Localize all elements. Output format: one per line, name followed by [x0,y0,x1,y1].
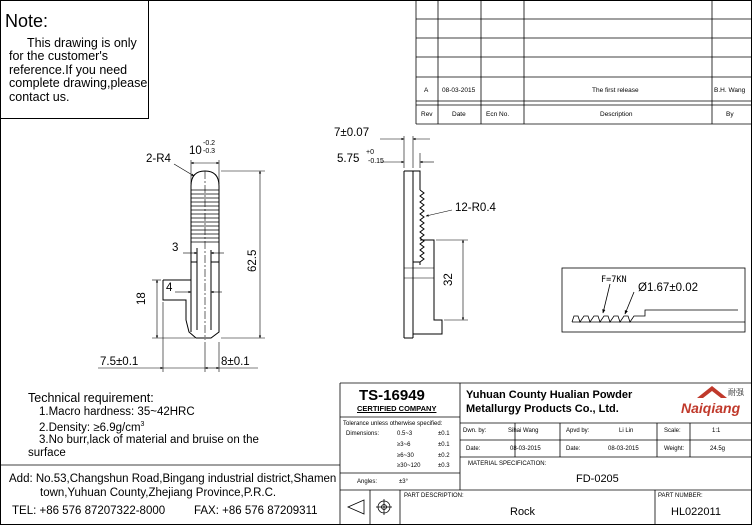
description-header: Description [600,111,633,118]
dim-4-label: 4 [166,282,173,294]
part-no-value: HL022011 [671,506,721,518]
rev-description-cell: The first release [592,87,639,94]
tech-item-2 [39,419,259,435]
date-label: Date: [466,446,481,452]
apvd-by: Li Lin [619,428,634,434]
dimensions-label: Dimensions: [346,431,380,437]
rev-header: Rev [421,111,433,118]
left-view-part [163,171,219,340]
note-line: for the customer's [9,49,108,64]
date-header: Date [452,111,466,118]
right-view-dimensions [380,136,468,320]
tel: TEL: +86 576 87207322-8000 [12,505,166,517]
height-label: 62.5 [247,249,259,272]
tol-range: ≥3~6 [397,442,411,448]
width-top-label: 10 [189,145,202,157]
part-desc-value: Rock [510,506,536,518]
tol-value: ±0.1 [438,431,450,437]
tech-item-3: 3.No burr,lack of material and bruise on the [39,434,259,447]
address-line-1: Add: No.53,Changshun Road,Bingang industrial district,Shamen [9,473,337,485]
tol-range: 0.5~3 [397,431,413,437]
by-header: By [726,111,734,118]
rev-date-cell: 08-03-2015 [442,87,476,94]
note-line: contact us. [9,89,70,104]
weight-label: Weight: [664,446,685,452]
tol-value: ±0.3 [438,463,450,469]
logo-text: Naiqiang [681,400,741,416]
company-line-1: Yuhuan County Hualian Powder [466,389,633,401]
material-label: MATERIAL SPECIFICATION: [468,461,547,467]
revision-table-lines [416,1,752,125]
company-line-2: Metallurgy Products Co., Ltd. [466,403,619,415]
width-top-tol-lower: -0.3 [203,148,216,155]
right-view-part [404,171,442,338]
dwn-by: Sihai Wang [508,428,539,434]
force-label: F=7KN [601,275,627,285]
cert-sub: CERTIFIED COMPANY [357,404,437,413]
tech-item-2-text: 2.Density: ≥6.9g/cm [39,421,141,434]
tech-list [39,406,259,447]
bottom-right-dim: 8±0.1 [221,356,250,368]
fax: FAX: +86 576 87209311 [194,505,318,517]
date-2: 08-03-2015 [608,446,639,452]
tol-value: ±0.1 [438,442,450,448]
dim-18-label: 18 [136,292,148,305]
second-tol-lower: -0.15 [368,158,384,165]
second-tol-upper: +0 [366,149,374,156]
address-line-2: town,Yuhuan County,Zhejiang Province,P.R.C. [40,487,277,499]
material-value: FD-0205 [576,473,619,485]
note-title: Note: [5,11,49,31]
tol-range: ≥6~30 [397,453,414,459]
note-body [9,37,147,104]
date-2-label: Date: [566,446,581,452]
angles-label: Angles: [357,479,378,485]
note-line: complete drawing,please [9,76,148,91]
part-no-label: PART NUMBER: [658,493,703,499]
logo-mark-icon [697,386,727,398]
bottom-left-dim: 7.5±0.1 [100,356,139,368]
tooth-radius-label: 12-R0.4 [455,202,496,214]
top-dim-label: 7±0.07 [334,127,370,139]
tol-range: ≥30~120 [397,463,421,469]
tol-value: ±0.2 [438,453,450,459]
dim-32-label: 32 [443,273,455,286]
dwn-by-label: Dwn. by: [463,428,487,434]
width-top-tol-upper: -0.2 [203,140,216,147]
part-desc-label: PART DESCRIPTION: [404,493,464,499]
note-line: reference.If you need [9,62,128,77]
scale-label: Scale: [664,428,681,434]
date-1: 08-03-2015 [510,446,541,452]
tolerance-title: Tolerance unless otherwise specified: [343,421,443,427]
tech-item-1: 1.Macro hardness: 35~42HRC [39,406,195,418]
tech-item-3-cont: surface [28,447,66,459]
rev-by-cell: B.H. Wang [714,87,746,94]
cert-title: TS-16949 [359,387,425,404]
note-line: This drawing is only [27,36,137,50]
weight-value: 24.5g [710,446,726,452]
apvd-by-label: Apvd by: [566,428,590,434]
diameter-label: Ø1.67±0.02 [638,282,699,294]
scale-value: 1:1 [712,428,721,434]
second-dim-label: 5.75 [337,153,360,165]
dim-3-label: 3 [172,242,179,254]
density-sup: 3 [140,420,145,428]
logo-cn: 耐强 [728,388,744,397]
left-view-dimensions [98,160,265,372]
angles-value: ±3° [399,479,409,485]
detail-view [562,268,745,332]
radius-label: 2-R4 [146,153,171,165]
ecn-header: Ecn No. [486,111,510,118]
tech-title: Technical requirement: [28,391,154,405]
rev-cell: A [424,87,429,94]
